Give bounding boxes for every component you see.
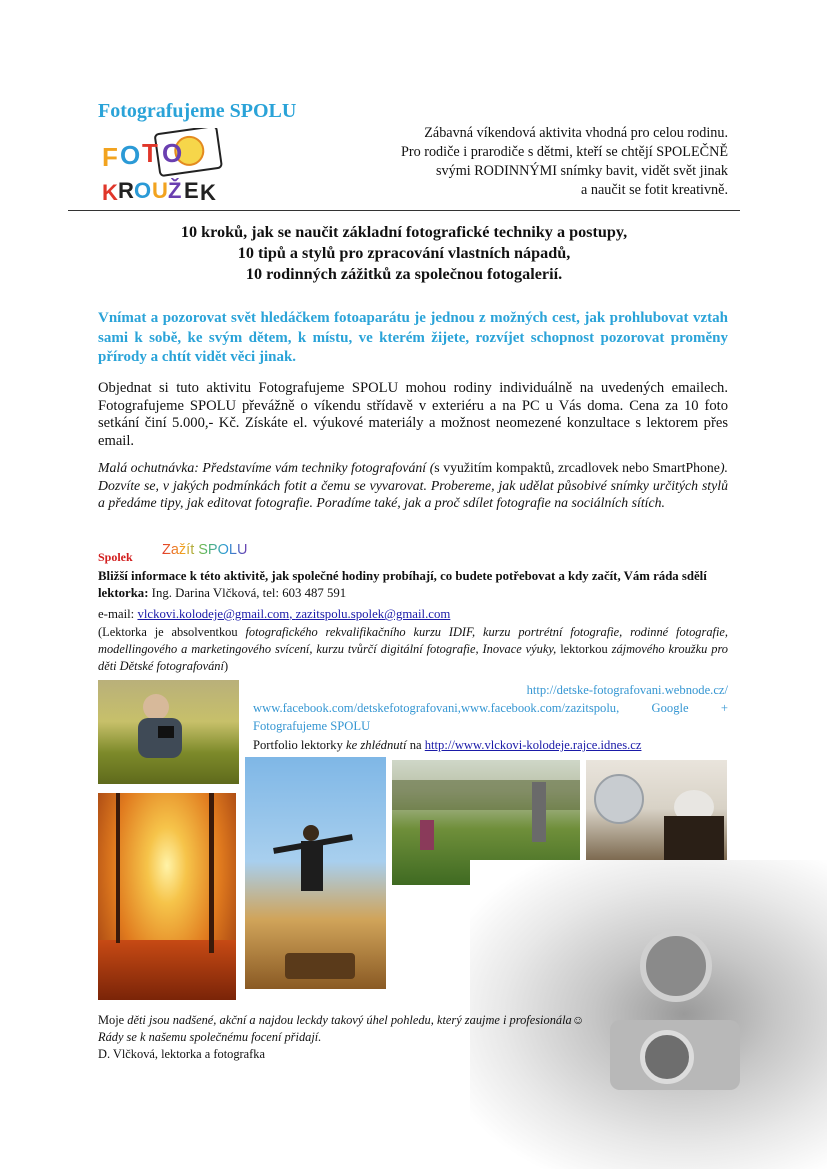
svg-text:O: O — [162, 138, 183, 168]
intro-paragraph: Vnímat a pozorovat svět hledáčkem fotoaparátu je jednou z možných cest, jak prohlubovat vztah sami k sobě, ke svým dětem, k místu, ve kterém žijete, rozvíjet schopnost pozorovat proměny přírody a chtít vidět věci jinak. — [98, 310, 728, 365]
foto-krouzek-logo — [100, 128, 235, 208]
sample-text: zrcadlovek nebo SmartPhone — [558, 460, 720, 475]
tagline-line: svými RODINNÝMI snímky bavit, vidět svět jinak — [435, 163, 728, 179]
links-block — [253, 681, 728, 735]
link-google[interactable]: Fotografujeme SPOLU — [253, 719, 371, 733]
svg-text:T: T — [142, 138, 158, 168]
email-line — [98, 606, 728, 623]
tagline-line: a naučit se fotit kreativně. — [581, 182, 728, 198]
tagline — [330, 124, 728, 200]
tagline-line: Pro rodiče i prarodiče s dětmi, kteří se chtějí SPOLEČNĚ — [400, 144, 728, 160]
footer-note — [98, 1012, 658, 1063]
photo-child-photographer — [98, 680, 239, 784]
lector-paragraph — [98, 624, 728, 675]
svg-text:R: R — [118, 178, 134, 203]
email-link-2[interactable]: zazitspolu.spolek@gmail.com — [295, 607, 451, 621]
lector-text: zájmového kroužku pro děti Dětské fotografování — [98, 642, 729, 673]
svg-text:K: K — [200, 180, 216, 205]
header-divider — [68, 210, 740, 211]
spolek-label: Spolek — [98, 550, 133, 564]
sample-paragraph — [98, 459, 728, 512]
footer-line — [98, 1029, 658, 1046]
lector-text: (Lektorka je absolventkou — [98, 625, 246, 639]
footer-line: D. Vlčková, lektorka a fotografka — [98, 1047, 265, 1061]
footer-text: Rády se k našemu společnému focení přidají. — [98, 1030, 322, 1044]
photo-autumn-forest — [98, 793, 236, 1000]
lector-text: ) — [223, 659, 229, 673]
email-label: e-mail: — [98, 607, 138, 621]
sample-text: ). Dozvíte se, v jakých podmínkách fotit a čemu se vyvarovat. Probereme, jak udělat působivé snímky určitých stylů a předáme tipy, jak editovat fotografie. Poradíme také, jak a proč sdílet fotografie na sociálních sítích. — [98, 460, 728, 510]
portfolio-na: na — [406, 738, 425, 752]
email-separator: , — [289, 607, 296, 621]
lector-text: lektorkou — [556, 642, 612, 656]
svg-text:K: K — [102, 180, 118, 205]
tagline-line: Zábavná víkendová aktivita vhodná pro celou rodinu. — [424, 125, 728, 141]
svg-text:O: O — [134, 178, 152, 203]
link-webnode[interactable]: http://detske-fotografovani.webnode.cz/ — [526, 683, 728, 697]
main-heading — [68, 222, 740, 285]
sample-text: s využitím kompaktů, — [434, 460, 559, 475]
contact-text: Ing. Darina Vlčková, tel: 603 487 591 — [148, 586, 347, 600]
portfolio-italic: ke zhlédnutí — [346, 738, 407, 752]
footer-text: děti jsou nadšené, akční a najdou leckdy takový úhel pohledu, který zaujme i profesionála — [127, 1013, 572, 1027]
sample-text: Malá ochutnávka: Představíme vám techniky fotografování ( — [98, 460, 435, 475]
svg-text:E: E — [184, 178, 199, 203]
email-link-1[interactable]: vlckovi.kolodeje@gmail.com — [137, 607, 290, 621]
portfolio-label: Portfolio lektorky — [253, 738, 347, 752]
lector-text: fotografického rekvalifikačního kurzu IDIF, kurzu portrétní fotografie, rodinné fotografie, modellingového a marketingového svícení, kurzu tvůrčí digitální fotografie, Inovace výuky, — [98, 625, 728, 656]
portfolio-line — [253, 738, 728, 753]
footer-text: Moje — [98, 1013, 128, 1027]
heading-line: 10 rodinných zážitků za společnou fotogalerií. — [245, 265, 563, 283]
svg-text:O: O — [120, 140, 141, 170]
body-paragraph: Objednat si tuto aktivitu Fotografujeme SPOLU mohou rodiny individuálně na uvedených emailech. Fotografujeme SPOLU převážně o víkendu střídavě v exteriéru a na PC u Vás doma. Cena za 10 foto setkání činí 5.000,- Kč. Získáte el. výukové materiály a možnost neomezené konzultace s lektorem přes email. — [98, 380, 728, 449]
svg-text:F: F — [102, 142, 118, 172]
page-title: Fotografujeme SPOLU — [98, 100, 297, 122]
footer-line — [98, 1012, 658, 1029]
smiley-icon: ☺ — [571, 1013, 585, 1027]
photo-woman-balancing — [245, 757, 386, 989]
link-facebook[interactable]: www.facebook.com/detskefotografovani,www.facebook.com/zazitspolu, Google + — [253, 701, 728, 715]
svg-text:U: U — [152, 178, 168, 203]
svg-text:Ž: Ž — [168, 178, 182, 203]
info-paragraph — [98, 568, 728, 602]
info-bold: Bližší informace k této aktivitě, jak společné hodiny probíhají, co budete potřebovat a kdy začít, Vám ráda sdělí lektorka: — [98, 569, 707, 600]
photo-girl-with-camera — [586, 760, 727, 868]
portfolio-link[interactable]: http://www.vlckovi-kolodeje.rajce.idnes.cz — [424, 738, 642, 752]
zazit-spolu-logo: Zažít SPOLU — [162, 542, 248, 558]
heading-line: 10 kroků, jak se naučit základní fotografické techniky a postupy, — [180, 223, 628, 241]
heading-line: 10 tipů a stylů pro zpracování vlastních nápadů, — [237, 244, 571, 262]
